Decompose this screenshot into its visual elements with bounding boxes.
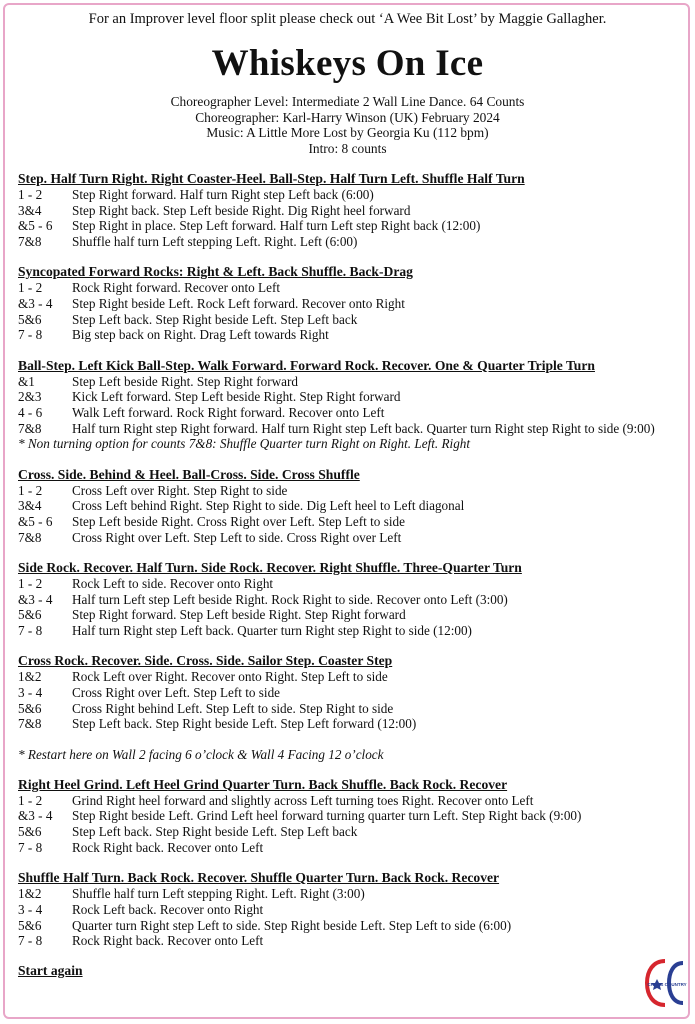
step-description: Step Left back. Step Right beside Left. Step Left forward (12:00): [72, 716, 417, 732]
step-row: [18, 886, 678, 902]
step-row: [18, 607, 678, 623]
step-description: Rock Right forward. Recover onto Left: [72, 280, 281, 296]
step-count: &1: [18, 373, 35, 389]
music-line: Music: A Little More Lost by Georgia Ku (112 bpm): [206, 125, 489, 141]
step-count: 1&2: [18, 669, 42, 685]
step-description: Big step back on Right. Drag Left towards Right: [72, 327, 329, 343]
section: [18, 560, 678, 639]
step-description: Walk Left forward. Rock Right forward. Recover onto Left: [72, 405, 385, 421]
step-description: Step Right beside Left. Grind Left heel forward turning quarter turn Left. Step Right back (9:00): [72, 808, 582, 824]
step-row: [18, 187, 678, 203]
step-row: [18, 576, 678, 592]
step-description: Rock Left back. Recover onto Right: [72, 901, 264, 917]
step-row: [18, 824, 678, 840]
spacer: [18, 639, 678, 654]
step-count: &5 - 6: [18, 218, 53, 234]
intro-line: Intro: 8 counts: [308, 141, 387, 157]
section: [18, 171, 678, 250]
logo-text: CROSS COUNTRY: [647, 982, 687, 987]
step-count: 3&4: [18, 498, 42, 514]
step-count: 7 - 8: [18, 327, 43, 343]
section: [18, 467, 678, 546]
step-count: 1 - 2: [18, 575, 43, 591]
step-count: 5&6: [18, 311, 42, 327]
step-description: Cross Left over Right. Step Right to side: [72, 482, 288, 498]
section: [18, 358, 678, 453]
section: [18, 777, 678, 856]
step-count: 3 - 4: [18, 901, 43, 917]
section: [18, 264, 678, 343]
spacer: [18, 856, 678, 871]
section-title: Syncopated Forward Rocks: Right & Left. Back Shuffle. Back-Drag: [18, 264, 413, 280]
step-count: 5&6: [18, 824, 42, 840]
improver-note: For an Improver level floor split please check out ‘A Wee Bit Lost’ by Maggie Gallagher.: [88, 11, 607, 27]
spacer: [18, 949, 678, 964]
dance-title: Whiskeys On Ice: [211, 43, 484, 84]
step-description: Rock Left over Right. Recover onto Right. Step Left to side: [72, 669, 388, 685]
step-row: [18, 234, 678, 250]
step-row: [18, 685, 678, 701]
step-row: [18, 312, 678, 328]
spacer: [18, 250, 678, 265]
step-row: [18, 514, 678, 530]
step-row: [18, 669, 678, 685]
step-count: 7&8: [18, 529, 42, 545]
step-row: [18, 716, 678, 732]
step-description: Step Left beside Right. Step Right forward: [72, 373, 298, 389]
step-description: Cross Left behind Right. Step Right to side. Dig Left heel to Left diagonal: [72, 498, 465, 514]
spacer: [18, 545, 678, 560]
non-turning-note: * Non turning option for counts 7&8: Shuffle Quarter turn Right on Right. Left. Right: [18, 436, 471, 452]
step-count: 5&6: [18, 700, 42, 716]
step-count: 5&6: [18, 917, 42, 933]
cross-country-logo: [643, 955, 691, 1011]
step-description: Half turn Right step Right forward. Half turn Right step Left back. Quarter turn Right step Right to side (9:00): [72, 420, 655, 436]
step-row: [18, 902, 678, 918]
step-count: &5 - 6: [18, 514, 53, 530]
step-row: [18, 530, 678, 546]
step-count: 1 - 2: [18, 187, 43, 202]
step-count: 1 - 2: [18, 482, 43, 498]
step-description: Step Right forward. Half turn Right step Left back (6:00): [72, 187, 374, 202]
step-row: [18, 840, 678, 856]
step-row: [18, 592, 678, 608]
step-description: Cross Right behind Left. Step Left to side. Step Right to side: [72, 700, 394, 716]
spacer: [18, 732, 678, 747]
step-count: 7 - 8: [18, 839, 43, 855]
section-title: Ball-Step. Left Kick Ball-Step. Walk Forward. Forward Rock. Recover. One & Quarter Triple Turn: [18, 357, 595, 373]
step-description: Step Right beside Left. Rock Left forward. Recover onto Right: [72, 296, 405, 312]
step-description: Cross Right over Left. Step Left to side. Cross Right over Left: [72, 529, 402, 545]
section: [18, 653, 678, 732]
step-row: [18, 933, 678, 949]
step-description: Quarter turn Right step Left to side. Step Right beside Left. Step Left to side (6:00): [72, 917, 512, 933]
section-title: Step. Half Turn Right. Right Coaster-Heel. Ball-Step. Half Turn Left. Shuffle Half Turn: [18, 171, 525, 186]
step-description: Rock Left to side. Recover onto Right: [72, 575, 274, 591]
step-count: 7 - 8: [18, 623, 43, 639]
step-count: &3 - 4: [18, 808, 53, 824]
step-description: Step Left back. Step Right beside Left. Step Left back: [72, 311, 358, 327]
step-count: 7&8: [18, 234, 42, 250]
step-description: Step Right forward. Step Left beside Right. Step Right forward: [72, 607, 406, 623]
section-title: Side Rock. Recover. Half Turn. Side Rock. Recover. Right Shuffle. Three-Quarter Turn: [18, 559, 522, 575]
step-count: 7&8: [18, 420, 42, 436]
step-row: [18, 808, 678, 824]
step-count: 1 - 2: [18, 280, 43, 296]
step-row: [18, 701, 678, 717]
step-description: Shuffle half turn Left stepping Right. Left. Right (3:00): [72, 886, 365, 902]
step-description: Rock Right back. Recover onto Left: [72, 933, 264, 949]
section: [18, 870, 678, 949]
step-row: [18, 793, 678, 809]
section-title: Cross Rock. Recover. Side. Cross. Side. Sailor Step. Coaster Step: [18, 653, 393, 669]
step-count: 7&8: [18, 716, 42, 732]
section-title: Cross. Side. Behind & Heel. Ball-Cross. Side. Cross Shuffle: [18, 466, 360, 482]
step-description: Rock Right back. Recover onto Left: [72, 839, 264, 855]
step-row: [18, 296, 678, 312]
step-count: 4 - 6: [18, 405, 43, 421]
choreographer-line: Choreographer: Karl-Harry Winson (UK) February 2024: [195, 109, 500, 125]
step-description: Half turn Left step Left beside Right. Rock Right to side. Recover onto Left (3:00): [72, 591, 508, 607]
step-row: [18, 483, 678, 499]
step-row: [18, 405, 678, 421]
spacer: [18, 343, 678, 358]
restart-note: * Restart here on Wall 2 facing 6 o’clock & Wall 4 Facing 12 o’clock: [18, 746, 384, 762]
step-row: [18, 280, 678, 296]
step-description: Kick Left forward. Step Left beside Right. Step Right forward: [72, 389, 401, 405]
step-row: [18, 918, 678, 934]
section-title: Right Heel Grind. Left Heel Grind Quarter Turn. Back Shuffle. Back Rock. Recover: [18, 776, 508, 792]
spacer: [18, 452, 678, 467]
step-row: [18, 218, 678, 234]
step-description: Step Left beside Right. Cross Right over Left. Step Left to side: [72, 514, 405, 530]
step-description: Shuffle half turn Left stepping Left. Right. Left (6:00): [72, 234, 358, 250]
step-count: 3 - 4: [18, 684, 43, 700]
step-row: [18, 203, 678, 219]
step-row: [18, 389, 678, 405]
step-description: Cross Right over Left. Step Left to side: [72, 684, 281, 700]
step-row: [18, 498, 678, 514]
step-description: Grind Right heel forward and slightly across Left turning toes Right. Recover onto Left: [72, 792, 534, 808]
dance-info: [0, 94, 695, 157]
step-row: [18, 421, 678, 437]
step-count: 1 - 2: [18, 792, 43, 808]
step-count: 7 - 8: [18, 933, 43, 949]
start-again: Start again: [18, 963, 83, 979]
step-count: &3 - 4: [18, 296, 53, 312]
step-row: [18, 327, 678, 343]
step-count: 1&2: [18, 886, 42, 902]
step-description: Step Left back. Step Right beside Left. Step Left back: [72, 824, 358, 840]
step-count: 5&6: [18, 607, 42, 623]
step-sections: [18, 171, 678, 979]
step-row: [18, 374, 678, 390]
step-count: 3&4: [18, 202, 42, 218]
level-line: Choreographer Level: Intermediate 2 Wall Line Dance. 64 Counts: [170, 94, 525, 109]
step-row: [18, 623, 678, 639]
step-count: 2&3: [18, 389, 42, 405]
step-description: Step Right back. Step Left beside Right. Dig Right heel forward: [72, 202, 411, 218]
step-description: Half turn Right step Left back. Quarter turn Right step Right to side (12:00): [72, 623, 472, 639]
section-title: Shuffle Half Turn. Back Rock. Recover. Shuffle Quarter Turn. Back Rock. Recover: [18, 870, 500, 886]
step-count: &3 - 4: [18, 591, 53, 607]
step-description: Step Right in place. Step Left forward. Half turn Left step Right back (12:00): [72, 218, 481, 234]
spacer: [18, 762, 678, 777]
